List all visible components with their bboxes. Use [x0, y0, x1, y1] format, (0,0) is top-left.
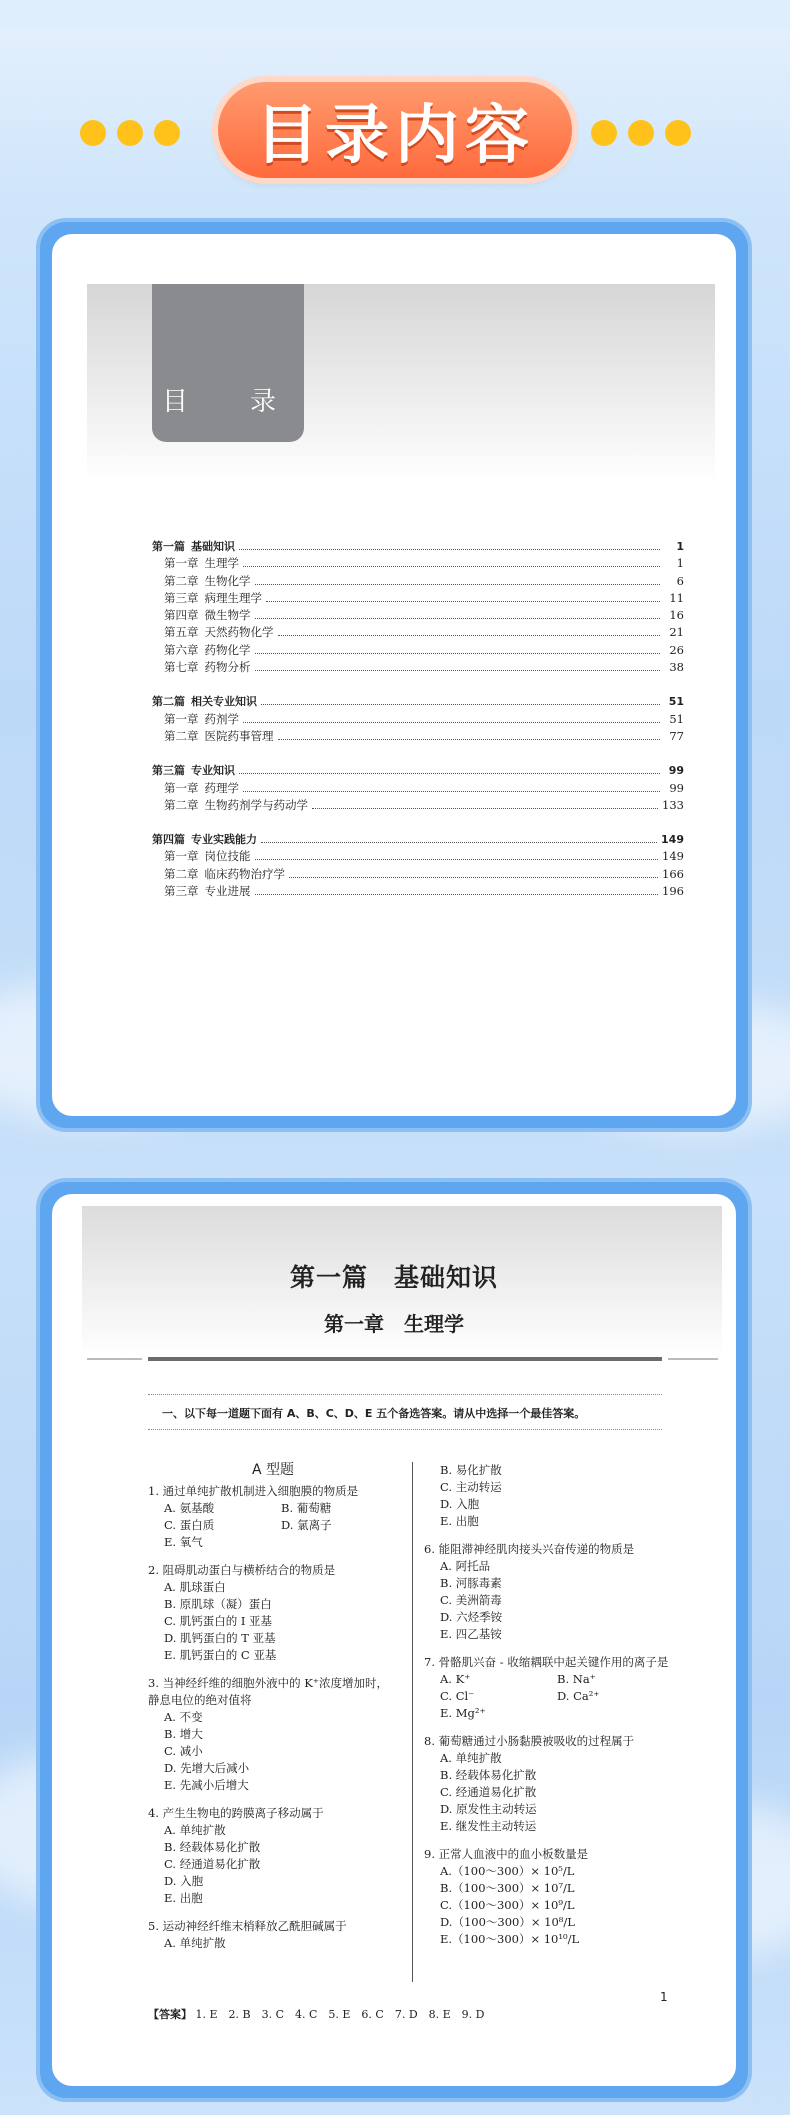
toc-chapter-title: 药理学 — [204, 780, 239, 795]
question-option: B. 河豚毒素 — [440, 1576, 502, 1590]
question-option: B. 易化扩散 — [440, 1463, 502, 1477]
question-option: E. 肌钙蛋白的 C 亚基 — [164, 1648, 277, 1662]
dot-decoration — [154, 120, 180, 146]
toc-part-row — [152, 693, 684, 710]
page-title-badge — [218, 82, 572, 178]
question-option: A. 氨基酸 — [164, 1501, 215, 1515]
toc-card — [40, 222, 748, 1128]
question-text: 2. 阻碍肌动蛋白与横桥结合的物质是 — [148, 1563, 336, 1577]
toc-chapter-title: 医院药事管理 — [204, 728, 274, 743]
question-text: 3. 当神经纤维的细胞外液中的 K⁺浓度增加时，静息电位的绝对值将 — [148, 1676, 388, 1707]
question-option: C. 美洲箭毒 — [440, 1593, 502, 1607]
toc-page-number: 21 — [669, 625, 684, 640]
toc-chapter-title: 岗位技能 — [204, 849, 251, 864]
toc-leader — [255, 670, 661, 671]
toc-chapter-number: 第一章 — [164, 780, 199, 795]
question-text: 1. 通过单纯扩散机制进入细胞膜的物质是 — [148, 1484, 359, 1498]
question-option: E. 四乙基铵 — [440, 1627, 502, 1641]
toc-page-number: 149 — [662, 849, 684, 864]
question-option: D. 氯离子 — [281, 1518, 332, 1532]
options-list — [148, 1935, 398, 1952]
question-option: D. 入胞 — [164, 1874, 204, 1888]
dot-decoration — [665, 120, 691, 146]
part-title: 第一篇 基础知识 — [289, 1263, 498, 1292]
toc-page-number: 99 — [669, 780, 684, 795]
sample-card — [40, 1182, 748, 2098]
toc-chapter-row — [152, 711, 684, 728]
toc-part-title: 专业知识 — [191, 764, 235, 778]
toc-chapter-row — [152, 883, 684, 900]
question-option: C. Cl⁻ — [440, 1689, 475, 1703]
toc-part-row — [152, 762, 684, 779]
toc-page-number: 1 — [676, 540, 684, 553]
question-option: B. 增大 — [164, 1727, 203, 1741]
toc-chapter-title: 专业进展 — [204, 884, 251, 899]
toc-leader — [255, 653, 661, 654]
question-text: 4. 产生生物电的跨膜离子移动属于 — [148, 1806, 324, 1820]
toc-page-number: 11 — [669, 590, 684, 605]
toc-chapter-number: 第二章 — [164, 866, 199, 881]
question-continuation — [424, 1462, 674, 1530]
dot-decoration — [117, 120, 143, 146]
question-option: C. 肌钙蛋白的 I 亚基 — [164, 1614, 273, 1628]
toc-chapter-row — [152, 780, 684, 797]
question-option: A. 阿托品 — [440, 1559, 491, 1573]
toc-chapter-row — [152, 573, 684, 590]
divider — [668, 1358, 718, 1360]
question-option: B. Na⁺ — [557, 1672, 596, 1686]
toc-page-number: 133 — [662, 797, 684, 812]
toc-list — [152, 538, 684, 900]
toc-chapter-number: 第一章 — [164, 849, 199, 864]
toc-part-title: 相关专业知识 — [191, 695, 257, 709]
column-divider — [412, 1462, 413, 1982]
toc-chapter-row — [152, 728, 684, 745]
divider — [87, 1358, 142, 1360]
top-band — [0, 0, 790, 28]
question-option: A. K⁺ — [440, 1672, 471, 1686]
toc-chapter-row — [152, 848, 684, 865]
question-option: D.（100～300）× 10⁸/L — [440, 1915, 575, 1929]
options-list — [424, 1863, 674, 1948]
toc-page-number: 6 — [676, 573, 684, 588]
toc-part-title: 基础知识 — [191, 540, 235, 553]
question-item — [148, 1918, 398, 1952]
answer-key — [148, 2006, 485, 2022]
toc-leader — [239, 549, 660, 550]
toc-leader — [255, 584, 661, 585]
toc-page-number: 1 — [676, 556, 684, 571]
toc-page-number: 99 — [668, 764, 684, 778]
toc-page-number: 26 — [669, 642, 684, 657]
question-option: C. 主动转运 — [440, 1480, 502, 1494]
toc-chapter-row — [152, 866, 684, 883]
question-option: D. 原发性主动转运 — [440, 1802, 537, 1816]
question-text: 7. 骨骼肌兴奋 - 收缩耦联中起关键作用的离子是 — [424, 1655, 669, 1669]
toc-chapter-title: 生物化学 — [204, 573, 251, 588]
question-option: B. 经载体易化扩散 — [440, 1768, 537, 1782]
toc-leader — [255, 859, 659, 860]
toc-chapter-title: 药物分析 — [204, 660, 251, 675]
toc-leader — [289, 877, 658, 878]
toc-page-number: 51 — [669, 711, 684, 726]
toc-leader — [255, 618, 661, 619]
toc-leader — [261, 704, 660, 705]
toc-part-title: 专业实践能力 — [191, 833, 257, 847]
toc-chapter-number: 第一章 — [164, 556, 199, 571]
toc-page-number: 149 — [661, 833, 684, 847]
toc-leader — [255, 894, 659, 895]
toc-page-number: 51 — [668, 695, 684, 709]
question-option: A. 肌球蛋白 — [164, 1580, 226, 1594]
toc-leader — [239, 773, 660, 774]
toc-part-number: 第四篇 — [152, 833, 185, 847]
toc-chapter-number: 第三章 — [164, 590, 199, 605]
question-text: 8. 葡萄糖通过小肠黏膜被吸收的过程属于 — [424, 1734, 635, 1748]
question-option: C. 经通道易化扩散 — [440, 1785, 537, 1799]
toc-chapter-title: 生理学 — [204, 556, 239, 571]
left-column — [148, 1462, 398, 1963]
question-option: D. 肌钙蛋白的 T 亚基 — [164, 1631, 276, 1645]
toc-page-number: 77 — [669, 728, 684, 743]
toc-leader — [243, 791, 660, 792]
divider — [148, 1357, 662, 1361]
toc-leader — [278, 739, 661, 740]
toc-chapter-title: 生物药剂学与药动学 — [204, 797, 308, 812]
toc-chapter-title: 药剂学 — [204, 711, 239, 726]
question-item — [148, 1562, 398, 1664]
toc-chapter-row — [152, 607, 684, 624]
question-option: D. Ca²⁺ — [557, 1689, 600, 1703]
toc-chapter-title: 病理生理学 — [204, 590, 262, 605]
toc-part-number: 第二篇 — [152, 695, 185, 709]
question-option: B. 葡萄糖 — [281, 1501, 332, 1515]
toc-page-number: 16 — [669, 608, 684, 623]
toc-leader — [266, 601, 660, 602]
toc-heading: 目 录 — [152, 284, 304, 442]
options-list — [148, 1822, 398, 1907]
instruction-text: 一、以下每一道题下面有 A、B、C、D、E 五个备选答案。请从中选择一个最佳答案。 — [148, 1394, 662, 1430]
answer-key-values: 1. E 2. B 3. C 4. C 5. E 6. C 7. D 8. E 9. D — [195, 2008, 485, 2021]
toc-chapter-title: 药物化学 — [204, 642, 251, 657]
question-item — [148, 1483, 398, 1551]
toc-leader — [243, 722, 660, 723]
toc-part-row — [152, 831, 684, 848]
toc-page-number: 196 — [662, 884, 684, 899]
question-item — [148, 1675, 398, 1794]
toc-page — [52, 234, 736, 1116]
toc-chapter-number: 第二章 — [164, 728, 199, 743]
options-list — [148, 1500, 398, 1551]
toc-chapter-row — [152, 797, 684, 814]
question-option: C. 经通道易化扩散 — [164, 1857, 261, 1871]
question-option: E. 先减小后增大 — [164, 1778, 249, 1792]
question-option: D. 六烃季铵 — [440, 1610, 503, 1624]
question-item — [424, 1541, 674, 1643]
question-item — [424, 1654, 674, 1722]
options-list — [424, 1558, 674, 1643]
answer-key-label: 【答案】 — [148, 2008, 192, 2021]
toc-chapter-number: 第三章 — [164, 884, 199, 899]
options-list — [148, 1579, 398, 1664]
toc-chapter-row — [152, 624, 684, 641]
options-list — [424, 1671, 674, 1722]
question-option: C.（100～300）× 10⁹/L — [440, 1898, 575, 1912]
toc-part-number: 第一篇 — [152, 540, 185, 553]
dot-decoration — [628, 120, 654, 146]
question-text: 5. 运动神经纤维末梢释放乙酰胆碱属于 — [148, 1919, 347, 1933]
toc-chapter-number: 第六章 — [164, 642, 199, 657]
toc-part-number: 第三篇 — [152, 764, 185, 778]
question-option: B. 经载体易化扩散 — [164, 1840, 261, 1854]
question-option: B.（100～300）× 10⁷/L — [440, 1881, 575, 1895]
toc-page-number: 38 — [669, 660, 684, 675]
question-option: E.（100～300）× 10¹⁰/L — [440, 1932, 580, 1946]
question-item — [148, 1805, 398, 1907]
toc-leader — [243, 566, 660, 567]
toc-leader — [261, 842, 657, 843]
section-label: A 型题 — [251, 1462, 295, 1478]
toc-chapter-title: 微生物学 — [204, 608, 251, 623]
toc-page-number: 166 — [662, 866, 684, 881]
question-item — [424, 1733, 674, 1835]
toc-chapter-number: 第二章 — [164, 573, 199, 588]
question-option: E. 氧气 — [164, 1535, 203, 1549]
options-list — [148, 1709, 398, 1794]
question-option: A. 单纯扩散 — [164, 1936, 226, 1950]
toc-chapter-row — [152, 642, 684, 659]
question-text: 6. 能阻滞神经肌肉接头兴奋传递的物质是 — [424, 1542, 635, 1556]
toc-part-row — [152, 538, 684, 555]
question-option: D. 先增大后减小 — [164, 1761, 250, 1775]
toc-leader — [278, 635, 661, 636]
question-option: A. 单纯扩散 — [440, 1751, 502, 1765]
dot-decoration — [80, 120, 106, 146]
page-title: 目录内容 — [255, 99, 535, 173]
chapter-title: 第一章 生理学 — [324, 1312, 464, 1336]
question-option: A.（100～300）× 10⁵/L — [440, 1864, 575, 1878]
toc-chapter-number: 第七章 — [164, 660, 199, 675]
toc-chapter-row — [152, 590, 684, 607]
page-number: 1 — [660, 1990, 668, 2004]
toc-leader — [312, 808, 658, 809]
question-option: A. 单纯扩散 — [164, 1823, 226, 1837]
question-text: 9. 正常人血液中的血小板数量是 — [424, 1847, 589, 1861]
toc-chapter-title: 临床药物治疗学 — [204, 866, 285, 881]
toc-chapter-number: 第五章 — [164, 625, 199, 640]
question-option: C. 减小 — [164, 1744, 203, 1758]
question-option: E. 出胞 — [164, 1891, 203, 1905]
question-option: B. 原肌球（凝）蛋白 — [164, 1597, 272, 1611]
question-option: D. 入胞 — [440, 1497, 480, 1511]
options-list — [424, 1750, 674, 1835]
question-option: E. 继发性主动转运 — [440, 1819, 537, 1833]
dot-decoration — [591, 120, 617, 146]
toc-chapter-row — [152, 659, 684, 676]
toc-chapter-row — [152, 555, 684, 572]
sample-page — [52, 1194, 736, 2086]
toc-chapter-number: 第四章 — [164, 608, 199, 623]
question-option: E. 出胞 — [440, 1514, 479, 1528]
toc-chapter-number: 第二章 — [164, 797, 199, 812]
right-column — [424, 1462, 674, 1959]
question-item — [424, 1846, 674, 1948]
toc-chapter-title: 天然药物化学 — [204, 625, 274, 640]
question-option: E. Mg²⁺ — [440, 1706, 486, 1720]
toc-chapter-number: 第一章 — [164, 711, 199, 726]
question-option: A. 不变 — [164, 1710, 203, 1724]
question-option: C. 蛋白质 — [164, 1518, 215, 1532]
